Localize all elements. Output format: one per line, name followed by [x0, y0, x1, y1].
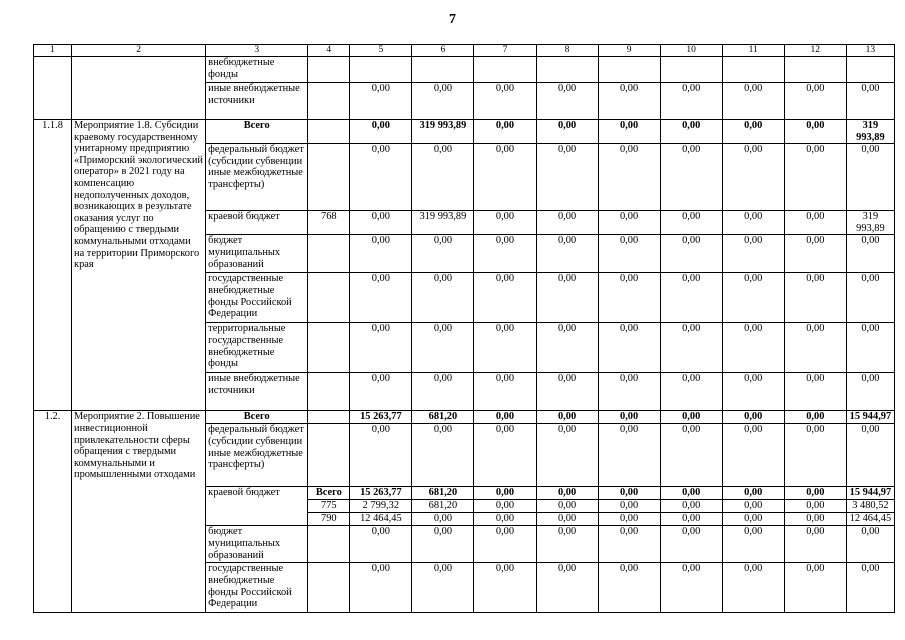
value-cell: 0,00 [350, 235, 412, 273]
code-cell [308, 120, 350, 144]
item-id-cell: 1.2. [34, 411, 72, 613]
value-cell: 0,00 [846, 323, 894, 373]
code-cell [308, 526, 350, 563]
value-cell [474, 57, 536, 83]
value-cell: 0,00 [846, 526, 894, 563]
column-number: 12 [784, 45, 846, 57]
funding-source: бюджет муниципальных образований [206, 235, 308, 273]
page-number: 7 [449, 12, 456, 27]
value-cell: 0,00 [412, 323, 474, 373]
value-cell: 0,00 [412, 526, 474, 563]
value-cell: 0,00 [784, 235, 846, 273]
value-cell: 0,00 [660, 500, 722, 513]
value-cell: 0,00 [660, 235, 722, 273]
value-cell: 0,00 [536, 323, 598, 373]
value-cell: 0,00 [536, 424, 598, 487]
value-cell: 0,00 [784, 500, 846, 513]
funding-source: краевой бюджет [206, 487, 308, 526]
value-cell: 0,00 [350, 563, 412, 613]
value-cell: 0,00 [784, 273, 846, 323]
code-cell: 768 [308, 211, 350, 235]
funding-source: территориальные государственные внебюджетные фонды [206, 323, 308, 373]
value-cell: 0,00 [784, 513, 846, 526]
value-cell: 0,00 [784, 120, 846, 144]
value-cell: 0,00 [784, 83, 846, 120]
value-cell: 0,00 [660, 411, 722, 424]
column-number: 2 [72, 45, 206, 57]
code-cell [308, 144, 350, 211]
value-cell: 0,00 [536, 563, 598, 613]
value-cell: 0,00 [536, 235, 598, 273]
item-name-cell: Мероприятие 1.8. Субсидии краевому государственному унитарному предприятию «Приморский экологический оператор» в 2021 году на компенсацию недополученных доходов, возникающих в результате оказания услуг по обращению с твердыми коммунальными отходами на территории Приморского края [72, 120, 206, 411]
value-cell: 0,00 [784, 144, 846, 211]
value-cell: 0,00 [660, 424, 722, 487]
value-cell: 0,00 [350, 323, 412, 373]
value-cell: 0,00 [722, 487, 784, 500]
value-cell: 15 263,77 [350, 487, 412, 500]
code-cell: 790 [308, 513, 350, 526]
code-cell [308, 373, 350, 411]
value-cell: 0,00 [598, 563, 660, 613]
value-cell: 0,00 [660, 211, 722, 235]
value-cell: 0,00 [784, 211, 846, 235]
funding-source: государственные внебюджетные фонды Российской Федерации [206, 563, 308, 613]
value-cell: 0,00 [536, 526, 598, 563]
code-cell: Всего [308, 487, 350, 500]
value-cell: 15 944,97 [846, 411, 894, 424]
value-cell: 0,00 [474, 273, 536, 323]
value-cell: 0,00 [350, 120, 412, 144]
value-cell: 0,00 [536, 513, 598, 526]
value-cell: 0,00 [784, 424, 846, 487]
value-cell: 15 944,97 [846, 487, 894, 500]
value-cell: 0,00 [660, 513, 722, 526]
item-id-cell: 1.1.8 [34, 120, 72, 411]
value-cell: 0,00 [722, 83, 784, 120]
value-cell: 0,00 [846, 563, 894, 613]
value-cell: 0,00 [784, 323, 846, 373]
column-number: 13 [846, 45, 894, 57]
value-cell: 0,00 [846, 144, 894, 211]
value-cell: 0,00 [536, 411, 598, 424]
header-row [34, 45, 895, 57]
value-cell: 0,00 [474, 235, 536, 273]
item-id-cell [34, 57, 72, 120]
funding-source: краевой бюджет [206, 211, 308, 235]
value-cell: 0,00 [660, 526, 722, 563]
value-cell [846, 57, 894, 83]
value-cell: 0,00 [846, 235, 894, 273]
value-cell: 0,00 [784, 487, 846, 500]
value-cell: 0,00 [350, 424, 412, 487]
value-cell: 319 993,89 [412, 120, 474, 144]
code-cell: 775 [308, 500, 350, 513]
code-cell [308, 57, 350, 83]
value-cell: 0,00 [660, 120, 722, 144]
table-row [34, 120, 895, 144]
table-row [34, 411, 895, 424]
value-cell: 0,00 [536, 83, 598, 120]
value-cell: 0,00 [660, 144, 722, 211]
value-cell: 0,00 [784, 563, 846, 613]
column-number: 1 [34, 45, 72, 57]
value-cell: 0,00 [846, 273, 894, 323]
value-cell: 0,00 [598, 144, 660, 211]
value-cell: 0,00 [474, 500, 536, 513]
value-cell: 0,00 [536, 500, 598, 513]
funding-source: бюджет муниципальных образований [206, 526, 308, 563]
value-cell: 0,00 [350, 373, 412, 411]
value-cell: 681,20 [412, 487, 474, 500]
column-number: 4 [308, 45, 350, 57]
value-cell [350, 57, 412, 83]
value-cell: 0,00 [722, 526, 784, 563]
value-cell: 0,00 [598, 273, 660, 323]
value-cell: 0,00 [722, 273, 784, 323]
column-number: 5 [350, 45, 412, 57]
value-cell: 0,00 [536, 120, 598, 144]
value-cell: 0,00 [536, 144, 598, 211]
code-cell [308, 273, 350, 323]
value-cell: 0,00 [722, 323, 784, 373]
value-cell [784, 57, 846, 83]
value-cell: 319 993,89 [846, 120, 894, 144]
value-cell: 0,00 [722, 373, 784, 411]
value-cell: 0,00 [474, 563, 536, 613]
value-cell: 0,00 [412, 513, 474, 526]
value-cell: 0,00 [598, 500, 660, 513]
total-label: Всего [206, 411, 308, 424]
value-cell: 0,00 [474, 424, 536, 487]
value-cell: 2 799,32 [350, 500, 412, 513]
value-cell: 0,00 [412, 373, 474, 411]
value-cell: 0,00 [536, 487, 598, 500]
code-cell [308, 83, 350, 120]
column-number: 3 [206, 45, 308, 57]
value-cell: 0,00 [350, 526, 412, 563]
code-cell [308, 411, 350, 424]
value-cell: 0,00 [722, 411, 784, 424]
value-cell: 0,00 [598, 424, 660, 487]
value-cell: 0,00 [846, 424, 894, 487]
column-number: 10 [660, 45, 722, 57]
value-cell [412, 57, 474, 83]
code-cell [308, 563, 350, 613]
value-cell: 0,00 [350, 144, 412, 211]
value-cell: 3 480,52 [846, 500, 894, 513]
value-cell: 0,00 [474, 144, 536, 211]
value-cell [598, 57, 660, 83]
value-cell: 0,00 [412, 563, 474, 613]
funding-source: федеральный бюджет (субсидии субвенции иные межбюджетные трансферты) [206, 144, 308, 211]
value-cell: 0,00 [722, 563, 784, 613]
code-cell [308, 424, 350, 487]
value-cell: 0,00 [660, 373, 722, 411]
value-cell: 0,00 [660, 323, 722, 373]
value-cell: 0,00 [784, 373, 846, 411]
value-cell: 681,20 [412, 500, 474, 513]
value-cell: 0,00 [722, 120, 784, 144]
value-cell: 12 464,45 [846, 513, 894, 526]
value-cell: 0,00 [350, 211, 412, 235]
value-cell: 0,00 [474, 373, 536, 411]
value-cell: 0,00 [598, 323, 660, 373]
column-number: 11 [722, 45, 784, 57]
value-cell: 319 993,89 [412, 211, 474, 235]
funding-source: федеральный бюджет (субсидии субвенции иные межбюджетные трансферты) [206, 424, 308, 487]
value-cell: 0,00 [474, 83, 536, 120]
value-cell: 0,00 [846, 373, 894, 411]
value-cell: 0,00 [598, 487, 660, 500]
value-cell [722, 57, 784, 83]
value-cell: 0,00 [474, 526, 536, 563]
value-cell: 0,00 [784, 411, 846, 424]
value-cell: 15 263,77 [350, 411, 412, 424]
value-cell: 0,00 [474, 411, 536, 424]
total-label: Всего [206, 120, 308, 144]
funding-source: иные внебюджетные источники [206, 373, 308, 411]
value-cell: 0,00 [350, 83, 412, 120]
column-number: 9 [598, 45, 660, 57]
value-cell: 0,00 [474, 513, 536, 526]
value-cell: 0,00 [474, 323, 536, 373]
value-cell: 0,00 [412, 273, 474, 323]
value-cell: 0,00 [598, 373, 660, 411]
value-cell: 0,00 [598, 211, 660, 235]
value-cell [536, 57, 598, 83]
value-cell: 0,00 [474, 487, 536, 500]
code-cell [308, 323, 350, 373]
column-number: 8 [536, 45, 598, 57]
value-cell: 0,00 [784, 526, 846, 563]
value-cell: 0,00 [722, 424, 784, 487]
value-cell: 0,00 [722, 500, 784, 513]
table-row [34, 57, 895, 83]
funding-source: государственные внебюджетные фонды Российской Федерации [206, 273, 308, 323]
column-number: 6 [412, 45, 474, 57]
value-cell: 0,00 [598, 411, 660, 424]
value-cell: 0,00 [598, 83, 660, 120]
value-cell: 0,00 [660, 273, 722, 323]
value-cell: 0,00 [474, 120, 536, 144]
value-cell: 12 464,45 [350, 513, 412, 526]
value-cell: 319 993,89 [846, 211, 894, 235]
value-cell: 0,00 [412, 235, 474, 273]
value-cell: 0,00 [598, 526, 660, 563]
value-cell: 0,00 [350, 273, 412, 323]
value-cell: 0,00 [660, 487, 722, 500]
value-cell: 0,00 [722, 235, 784, 273]
value-cell: 0,00 [412, 424, 474, 487]
value-cell: 0,00 [660, 83, 722, 120]
column-number: 7 [474, 45, 536, 57]
value-cell: 0,00 [722, 144, 784, 211]
value-cell: 0,00 [536, 373, 598, 411]
value-cell: 0,00 [412, 83, 474, 120]
value-cell: 0,00 [536, 273, 598, 323]
value-cell: 0,00 [598, 513, 660, 526]
funding-source: иные внебюджетные источники [206, 83, 308, 120]
value-cell: 681,20 [412, 411, 474, 424]
code-cell [308, 235, 350, 273]
value-cell: 0,00 [536, 211, 598, 235]
value-cell: 0,00 [846, 83, 894, 120]
value-cell: 0,00 [722, 211, 784, 235]
value-cell: 0,00 [722, 513, 784, 526]
item-name-cell [72, 57, 206, 120]
value-cell: 0,00 [660, 563, 722, 613]
budget-table [33, 44, 895, 613]
value-cell: 0,00 [474, 211, 536, 235]
value-cell [660, 57, 722, 83]
funding-source: внебюджетные фонды [206, 57, 308, 83]
value-cell: 0,00 [412, 144, 474, 211]
value-cell: 0,00 [598, 120, 660, 144]
item-name-cell: Мероприятие 2. Повышение инвестиционной привлекательности сферы обращения с твердыми коммунальными и промышленными отходами [72, 411, 206, 613]
value-cell: 0,00 [598, 235, 660, 273]
